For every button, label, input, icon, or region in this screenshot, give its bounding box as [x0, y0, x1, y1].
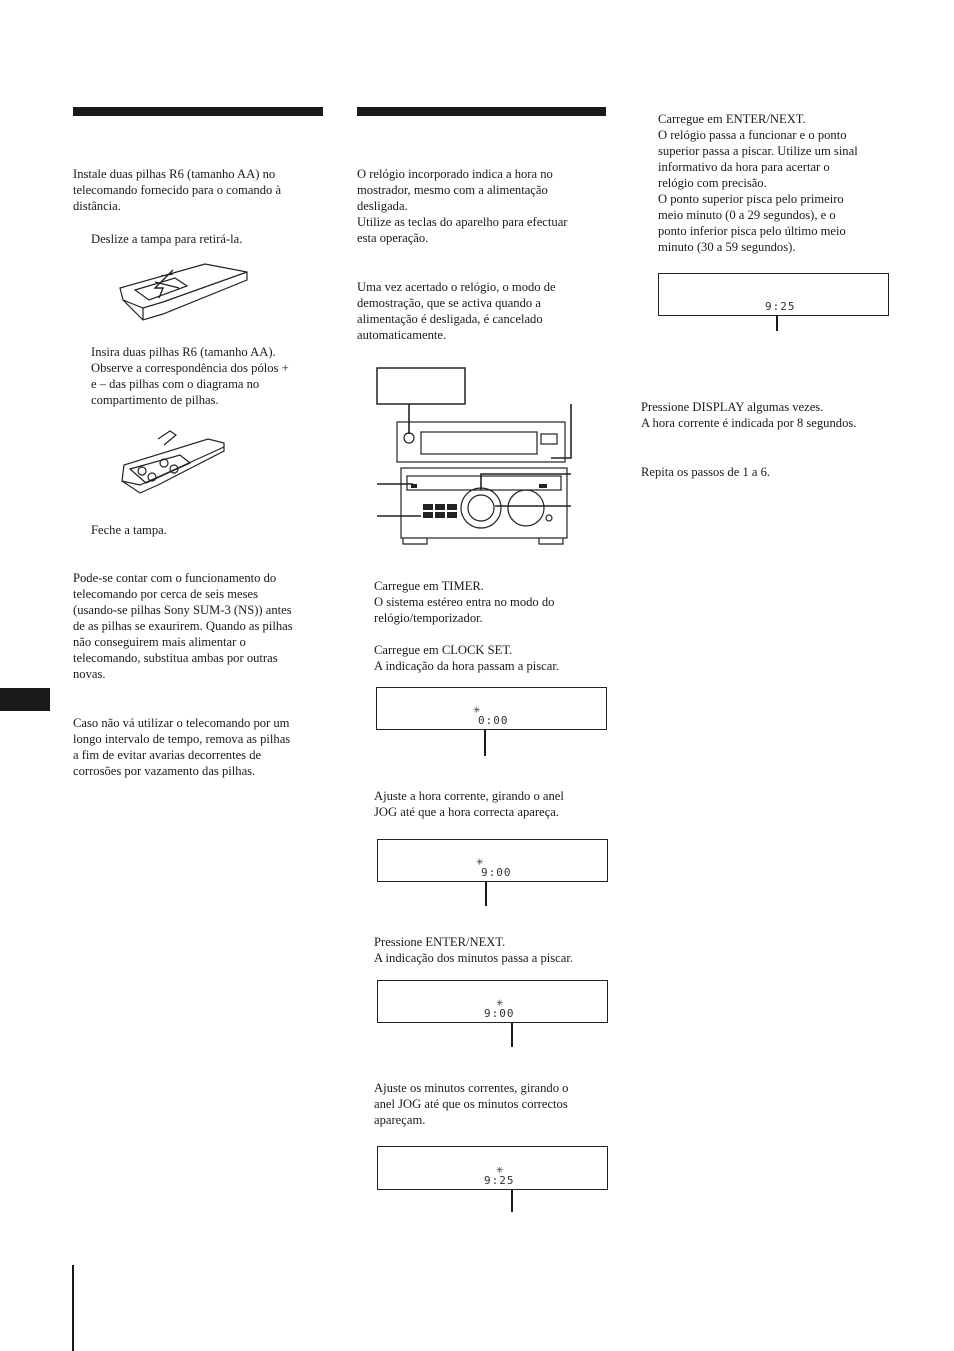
clock-display-digits: 9:00 [484, 1007, 515, 1020]
clock-step5-text: Ajuste os minutos correntes, girando o anel JOG até que os minutos correctos apareçam. [374, 1081, 569, 1127]
clock-intro-text: O relógio incorporado indica a hora no mostrador, mesmo com a alimentação desligada. Utilize as teclas do aparelho para efectuar esta operação. [357, 167, 568, 245]
display-pointer [484, 730, 486, 756]
display-pointer [776, 316, 778, 331]
display-pointer [485, 882, 487, 906]
clock-display-hour-set [377, 839, 608, 882]
clock-display-digits: 9:00 [481, 866, 512, 879]
side-tab-marker [0, 688, 50, 711]
remote-intro-text: Instale duas pilhas R6 (tamanho AA) no telecomando fornecido para o comando à distância. [73, 167, 282, 213]
blink-icon: ✳ [496, 1165, 504, 1175]
stereo-unit-illustration [375, 366, 575, 550]
reset-note-text: Repita os passos de 1 a 6. [641, 465, 771, 479]
clock-display-minute-blink [377, 980, 608, 1023]
clock-step3-text: Ajuste a hora corrente, girando o anel JOG até que a hora correcta apareça. [374, 789, 564, 819]
storage-note-text: Caso não vá utilizar o telecomando por um longo intervalo de tempo, remova as pilhas a fim de evitar avarias decorrentes de corrosões por vazamento das pilhas. [73, 716, 291, 778]
blink-icon: ✳ [476, 857, 484, 867]
clock-step4-text: Pressione ENTER/NEXT. A indicação dos minutos passa a piscar. [374, 935, 574, 965]
display-pointer [511, 1023, 513, 1047]
battery-insert-illustration [118, 425, 226, 497]
clock-display-digits: 9:25 [484, 1174, 515, 1187]
remote-step1-text: Deslize a tampa para retirá-la. [91, 232, 243, 246]
remote-step2-text: Insira duas pilhas R6 (tamanho AA). Observe a correspondência dos pólos + e – das pilhas com o diagrama no compartimento de pilhas. [91, 345, 289, 407]
demo-note-text: Uma vez acertado o relógio, o modo de demostração, que se activa quando a alimentação é desligada, é cancelado automaticamente. [357, 280, 556, 342]
clock-step1-text: Carregue em TIMER. O sistema estéreo entra no modo do relógio/temporizador. [374, 579, 555, 625]
remote-cover-illustration [115, 258, 250, 324]
remote-step3-text: Feche a tampa. [91, 523, 167, 537]
clock-step6-text: Carregue em ENTER/NEXT. O relógio passa a funcionar e o ponto superior passa a piscar. Utilize um sinal informativo da hora para acertar o relógio com precisão. O ponto superior pisca pelo primeiro meio minuto (0 a 29 segundos), e o ponto inferior pisca pelo último meio minuto (30 a 59 segundos). [658, 112, 858, 254]
clock-step2-text: Carregue em CLOCK SET. A indicação da hora passam a piscar. [374, 643, 559, 673]
clock-display-running [658, 273, 889, 316]
display-note-text: Pressione DISPLAY algumas vezes. A hora corrente é indicada por 8 segundos. [641, 400, 857, 430]
margin-rule [72, 1265, 74, 1351]
section-header-bar-remote [73, 107, 323, 116]
clock-display-minute-set [377, 1146, 608, 1190]
section-header-bar-clock [357, 107, 606, 116]
blink-icon: ✳ [473, 705, 481, 715]
clock-display-digits: 9:25 [765, 300, 796, 313]
clock-display-hour-blink [376, 687, 607, 730]
display-pointer [511, 1190, 513, 1212]
clock-display-digits: 0:00 [478, 714, 509, 727]
battery-life-text: Pode-se contar com o funcionamento do telecomando por cerca de seis meses (usando-se pilhas Sony SUM-3 (NS)) antes de as pilhas se exaurirem. Quando as pilhas não conseguirem mais alimentar o telecomando, substitua ambas por outras novas. [73, 571, 293, 681]
blink-icon: ✳ [496, 998, 504, 1008]
